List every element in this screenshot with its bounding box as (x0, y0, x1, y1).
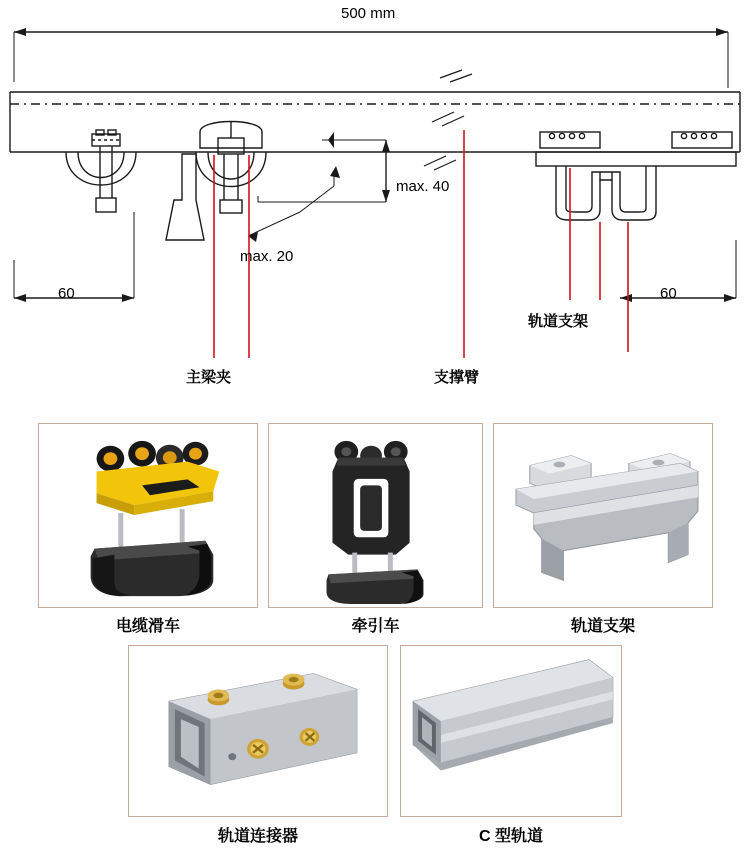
cable-trolley-photo (39, 424, 257, 607)
caption-tow-trolley: 牵引车 (351, 618, 400, 635)
photo-panel-rail-bracket (493, 423, 713, 608)
photo-panel-rail-connector (128, 645, 388, 817)
callout-main-beam-clamp: 主梁夹 (186, 369, 232, 386)
photo-panel-c-rail (400, 645, 622, 817)
caption-rail-bracket: 轨道支架 (570, 618, 635, 635)
dimension-max-40: max. 40 (396, 178, 450, 195)
dimension-right-60: 60 (660, 285, 677, 302)
technical-drawing (0, 0, 750, 405)
dimension-span: 500 mm (341, 5, 396, 22)
tow-trolley-photo (269, 424, 482, 607)
photo-panel-tow-trolley (268, 423, 483, 608)
callout-rail-bracket: 轨道支架 (528, 313, 589, 330)
callout-support-arm: 支撑臂 (434, 369, 480, 386)
rail-bracket-photo (494, 424, 712, 607)
photo-panel-cable-trolley (38, 423, 258, 608)
caption-c-rail: C 型轨道 (478, 828, 543, 845)
rail-connector-photo (129, 646, 387, 816)
product-photo-panels (0, 415, 750, 855)
dimension-max-20: max. 20 (240, 248, 294, 265)
caption-cable-trolley: 电缆滑车 (115, 618, 180, 635)
dimension-left-60: 60 (58, 285, 75, 302)
caption-rail-connector: 轨道连接器 (217, 828, 298, 845)
c-rail-photo (401, 646, 621, 816)
